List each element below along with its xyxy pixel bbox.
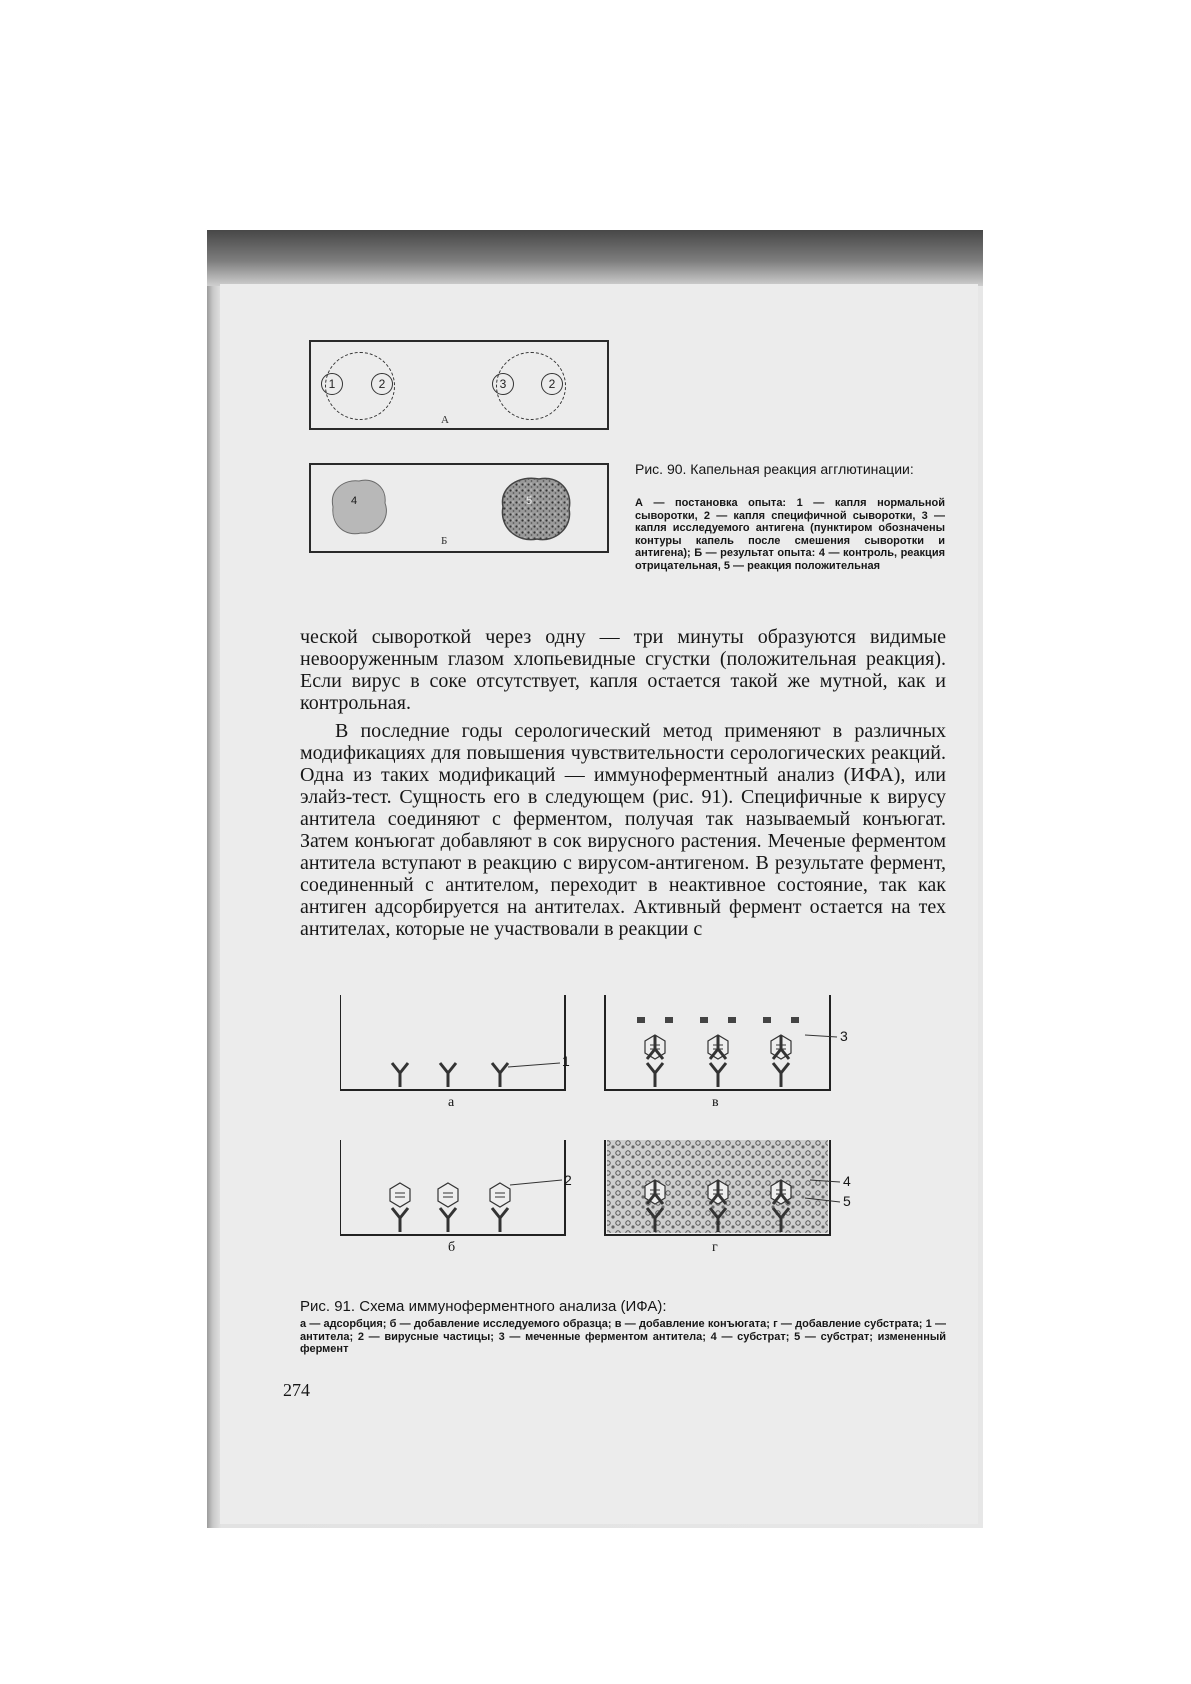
figure-90-panel-a (309, 340, 609, 430)
body-paragraph-1: ческой сывороткой через одну — три минуты образуются видимые невооруженным глазом хлопьевидные сгустки (положительная реакция). Если вирус в соке отсутствует, капля остается такой же мутной, как и контрольная. (300, 626, 946, 714)
panel-v-letter: в (712, 1095, 719, 1110)
callout-1: 1 (562, 1053, 570, 1069)
drop-2: 2 (371, 373, 393, 395)
drop-4-control-shape (332, 480, 386, 534)
figure-91 (340, 995, 860, 1285)
panel-a-label: А (441, 414, 449, 426)
panel-a-letter: а (448, 1095, 455, 1110)
panel-b-label: Б (441, 535, 448, 547)
panel-b-letter: б (448, 1240, 456, 1255)
elisa-scheme-drawing (340, 995, 860, 1280)
panel-g-well (605, 1140, 840, 1235)
panel-g-letter: г (712, 1240, 718, 1255)
callout-4: 4 (843, 1173, 851, 1189)
drop-3: 3 (492, 373, 514, 395)
panel-a-well (340, 995, 565, 1090)
figure-90-caption-title: Рис. 90. Капельная реакция агглютинации: (635, 461, 914, 477)
figure-90-panel-b (309, 463, 609, 553)
drop-2-specific: 2 (541, 373, 563, 395)
body-paragraph-2: В последние годы серологический метод применяют в различных модификациях для повышения чувствительности серологических реакций. Одна из таких модификаций — иммуноферментный анализ (ИФА), или элайз-тест. Сущность его в следующем (рис. 91). Специфичные к вирусу антитела соединяют с ферментом, получая так называемый конъюгат. Затем конъюгат добавляют в сок вирусного растения. Меченые ферментом антитела вступают в реакцию с вирусом-антигеном. В результате фермент, соединенный с антителом, переходит в неактивное состояние, так как антиген адсорбируется на антителах. Активный фермент остается на тех антителах, которые не участвовали в реакции с (300, 720, 946, 940)
callout-3: 3 (840, 1028, 848, 1044)
panel-v-well (605, 995, 837, 1090)
panel-b-well (340, 1140, 565, 1235)
drop-1: 1 (321, 373, 343, 395)
agglutination-result-drawing (311, 465, 607, 551)
drop-5-positive-shape (502, 478, 569, 539)
page-number: 274 (283, 1380, 310, 1400)
figure-90-caption-text: А — постановка опыта: 1 — капля нормальной сыворотки, 2 — капля специфичной сыворотки, 3 — капля исследуемого антигена (пунктиром обозначены контуры капель после смешения сыворотки и антигена); Б — результат опыта: 4 — контроль, реакция отрицательная, 5 — реакция положительная (635, 497, 945, 572)
figure-91-caption-text: а — адсорбция; б — добавление исследуемого образца; в — добавление конъюгата; г — добавление субстрата; 1 — антитела; 2 — вирусные частицы; 3 — меченные ферментом антитела; 4 — субстрат; 5 — субстрат; измененный фермент (300, 1318, 946, 1355)
drop-5-label: 5 (526, 495, 533, 507)
scan-top-shadow (207, 230, 983, 286)
figure-91-caption-title: Рис. 91. Схема иммуноферментного анализа (ИФА): (300, 1298, 667, 1315)
callout-2: 2 (564, 1172, 572, 1188)
drop-4-label: 4 (351, 495, 358, 507)
callout-5: 5 (843, 1193, 851, 1209)
